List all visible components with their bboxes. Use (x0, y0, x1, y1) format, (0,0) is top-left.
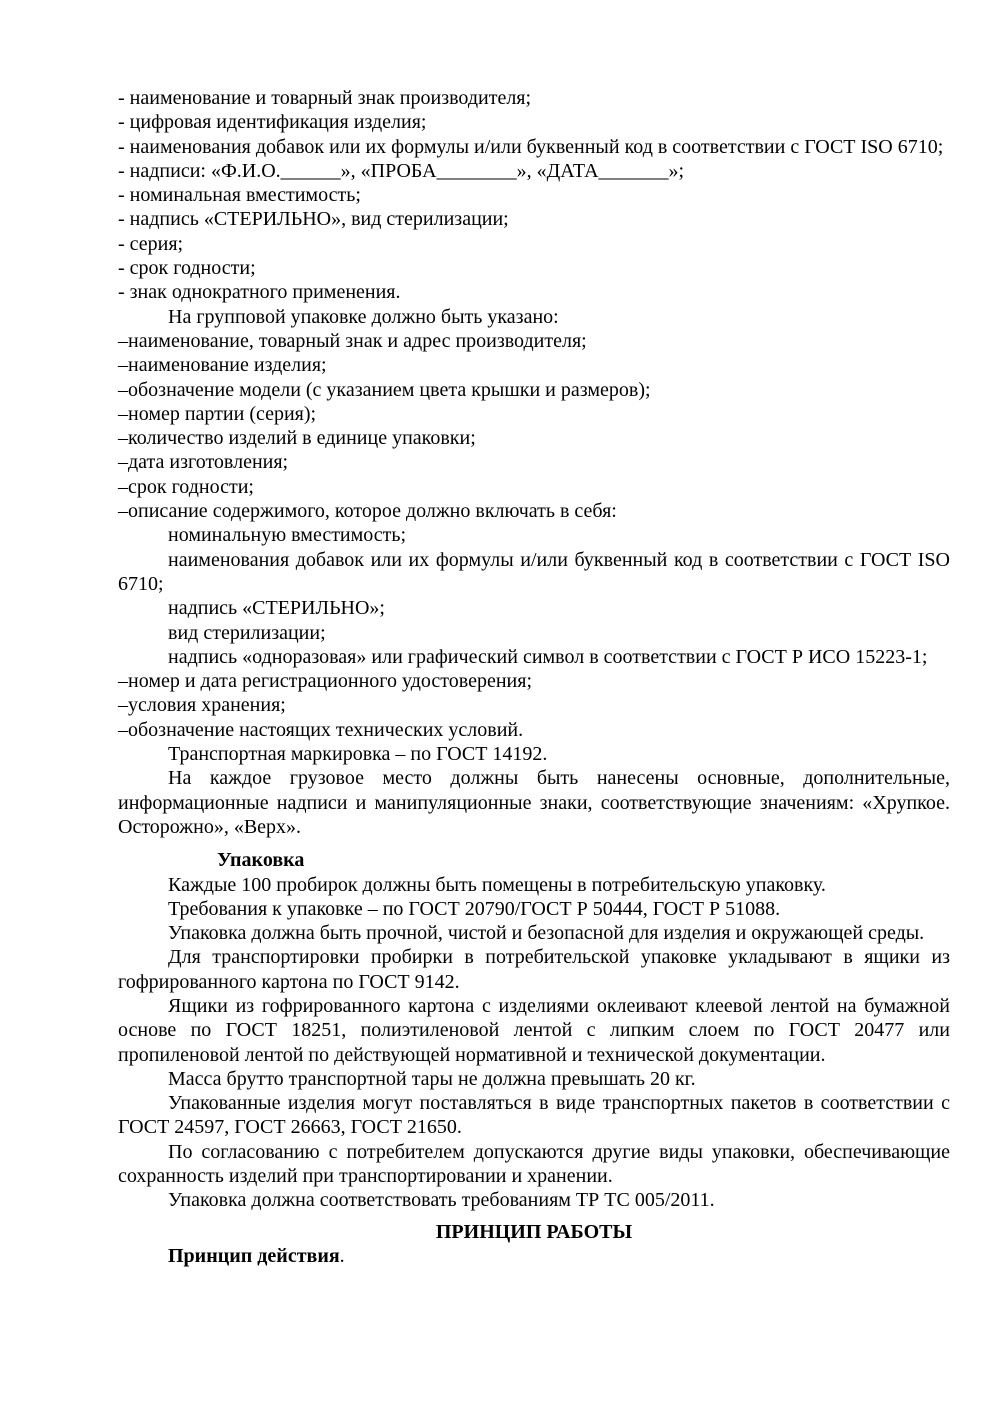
list-item: –обозначение настоящих технических условий. (118, 718, 524, 741)
group-packaging-list (118, 329, 950, 523)
list-item: - наименования добавок или их формулы и/или буквенный код в соответствии с ГОСТ ISO 6710; (118, 135, 944, 158)
list-item: - надпись «СТЕРИЛЬНО», вид стерилизации; (118, 208, 509, 231)
packaging-paragraph: По согласованию с потребителем допускаются другие виды упаковки, обеспечивающие сохранность изделий при транспортировании и хранении. (118, 1140, 950, 1188)
sublist-item: вид стерилизации; (168, 621, 326, 644)
cargo-marking-paragraph: На каждое грузовое место должны быть нанесены основные, дополнительные, информационные надписи и манипуляционные знаки, соответствующие значениям: «Хрупкое. Осторожно», «Верх». (118, 767, 950, 838)
principle-subheading-period: . (339, 1244, 345, 1267)
packaging-paragraph: Упакованные изделия могут поставляться в виде транспортных пакетов в соответствии с ГОСТ 24597, ГОСТ 26663, ГОСТ 21650. (118, 1092, 950, 1139)
list-item: - надписи: «Ф.И.О.______», «ПРОБА________», «ДАТА_______»; (118, 159, 685, 182)
list-item: –наименование, товарный знак и адрес производителя; (118, 329, 587, 352)
packaging-paragraph: Для транспортировки пробирки в потребительской упаковке укладывают в ящики из гофрированного картона по ГОСТ 9142. (118, 946, 950, 993)
group-packaging-intro: На групповой упаковке должно быть указано: (168, 305, 559, 328)
packaging-paragraph: Ящики из гофрированного картона с изделиями оклеивают клеевой лентой на бумажной основе по ГОСТ 18251, полиэтиленовой лентой с липким слоем по ГОСТ 20477 или пропиленовой лентой по действующей нормативной и технической документации. (118, 994, 950, 1066)
sublist-item: надпись «одноразовая» или графический символ в соответствии с ГОСТ Р ИСО 15223-1; (168, 645, 928, 668)
list-item: –условия хранения; (118, 694, 286, 717)
list-item: - наименование и товарный знак производителя; (118, 87, 532, 109)
packaging-section (118, 848, 950, 1212)
sublist-item: наименования добавок или их формулы и/или буквенный код в соответствии с ГОСТ ISO 6710; (118, 548, 950, 595)
packaging-paragraph: Требования к упаковке – по ГОСТ 20790/ГОСТ Р 50444, ГОСТ Р 51088. (168, 897, 781, 920)
list-item: –дата изготовления; (118, 451, 289, 474)
sublist-item: номинальную вместимость; (168, 524, 407, 547)
transport-marking-paragraph: Транспортная маркировка – по ГОСТ 14192. (168, 743, 548, 766)
principle-subheading (118, 1244, 950, 1268)
contents-description-sublist (118, 523, 950, 669)
packaging-paragraph: Масса брутто транспортной тары не должна превышать 20 кг. (168, 1067, 696, 1090)
list-item: - цифровая идентификация изделия; (118, 111, 427, 134)
list-item: –номер и дата регистрационного удостоверения; (118, 670, 533, 693)
marking-requirements-list (118, 86, 950, 305)
principle-subheading-text: Принцип действия (168, 1244, 340, 1267)
list-item: –наименование изделия; (118, 354, 327, 377)
list-item: –описание содержимого, которое должно включать в себя: (118, 500, 617, 523)
list-item: –количество изделий в единице упаковки; (118, 427, 476, 450)
packaging-paragraph: Каждые 100 пробирок должны быть помещены в потребительскую упаковку. (168, 873, 826, 896)
packaging-section-heading: Упаковка (217, 849, 305, 872)
list-item: - срок годности; (118, 257, 256, 280)
list-item: –номер партии (серия); (118, 402, 317, 425)
principle-section (118, 1220, 950, 1269)
list-item: - знак однократного применения. (118, 281, 401, 304)
sublist-item: надпись «СТЕРИЛЬНО»; (168, 597, 385, 620)
list-item: –обозначение модели (с указанием цвета крышки и размеров); (118, 378, 651, 401)
group-packaging-list-continued (118, 669, 950, 742)
packaging-paragraph: Упаковка должна соответствовать требованиям ТР ТС 005/2011. (168, 1189, 715, 1212)
list-item: - серия; (118, 232, 184, 255)
list-item: –срок годности; (118, 475, 254, 498)
list-item: - номинальная вместимость; (118, 184, 361, 207)
principle-section-heading: ПРИНЦИП РАБОТЫ (435, 1220, 633, 1243)
packaging-paragraph: Упаковка должна быть прочной, чистой и безопасной для изделия и окружающей среды. (168, 922, 925, 945)
